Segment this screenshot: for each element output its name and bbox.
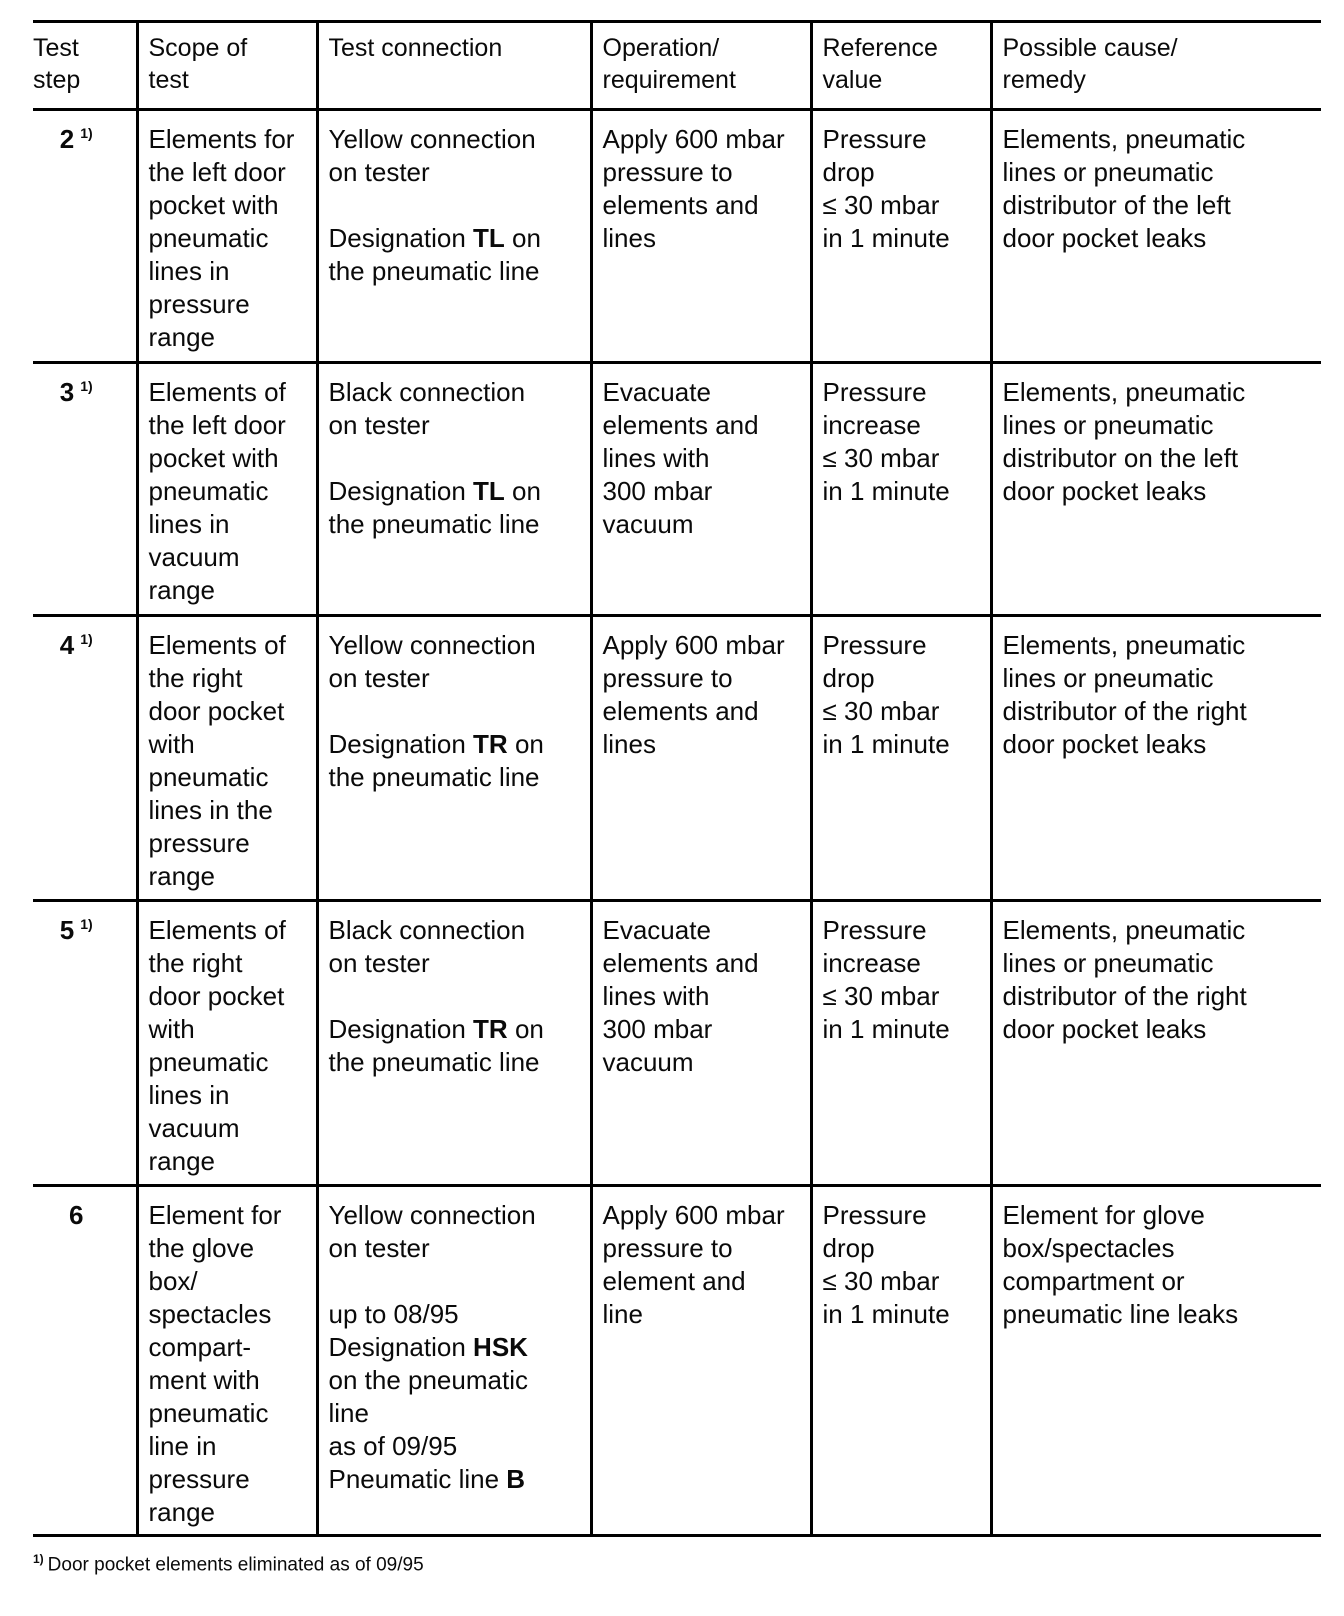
header-test-step: Test step	[33, 34, 81, 94]
table-row	[33, 110, 1321, 363]
line-designation: TL	[473, 476, 505, 506]
line-designation: B	[506, 1464, 526, 1494]
line-designation: TL	[473, 223, 505, 253]
reference-cell: Pressure increase ≤ 30 mbar in 1 minute	[811, 901, 991, 1186]
line-designation: TR	[473, 729, 508, 759]
connection-cell: Yellow connection on tester up to 08/95 Designation HSK on the pneumatic line as of 09/95 Pneumatic line B	[317, 1186, 591, 1536]
scope-cell: Elements for the left door pocket with pneumatic lines in pressure range	[137, 110, 317, 363]
test-procedure-document	[33, 20, 1321, 1577]
connection-cell: Yellow connection on tester Designation TR on the pneumatic line	[317, 616, 591, 901]
table-row	[33, 901, 1321, 1186]
operation-cell: Evacuate elements and lines with 300 mbar vacuum	[591, 363, 811, 616]
connection-cell: Black connection on tester Designation TL on the pneumatic line	[317, 363, 591, 616]
cause-cell: Elements, pneumatic lines or pneumatic distributor on the left door pocket leaks	[991, 363, 1321, 616]
operation-cell: Apply 600 mbar pressure to elements and lines	[591, 616, 811, 901]
line-designation: HSK	[473, 1332, 528, 1362]
reference-cell: Pressure drop ≤ 30 mbar in 1 minute	[811, 110, 991, 363]
header-scope-of-test: Scope of test	[137, 22, 317, 110]
table-row	[33, 363, 1321, 616]
reference-cell: Pressure drop ≤ 30 mbar in 1 minute	[811, 616, 991, 901]
footnote-text: Door pocket elements eliminated as of 09/95	[47, 1554, 424, 1576]
test-step-cell: 3 $^{1)}$	[59, 377, 93, 407]
footnote	[33, 1547, 1321, 1577]
table-row	[33, 616, 1321, 901]
footnote-ref: 1)	[80, 916, 93, 933]
connection-cell: Yellow connection on tester Designation TL on the pneumatic line	[317, 110, 591, 363]
header-operation-requirement: Operation/ requirement	[591, 22, 811, 110]
scope-cell: Elements of the left door pocket with pneumatic lines in vacuum range	[137, 363, 317, 616]
test-step-cell: 2 $^{1)}$	[59, 124, 93, 154]
test-step-cell: 6	[69, 1200, 84, 1230]
footnote-ref: 1)	[80, 631, 93, 648]
test-step-cell: 5 $^{1)}$	[59, 915, 93, 945]
cause-cell: Elements, pneumatic lines or pneumatic distributor of the left door pocket leaks	[991, 110, 1321, 363]
table-row	[33, 1186, 1321, 1536]
table-body	[33, 110, 1321, 1536]
connection-cell: Black connection on tester Designation TR on the pneumatic line	[317, 901, 591, 1186]
cause-cell: Elements, pneumatic lines or pneumatic distributor of the right door pocket leaks	[991, 901, 1321, 1186]
operation-cell: Apply 600 mbar pressure to elements and lines	[591, 110, 811, 363]
header-test-connection: Test connection	[317, 22, 591, 110]
scope-cell: Element for the glove box/ spectacles compart- ment with pneumatic line in pressure range	[137, 1186, 317, 1536]
footnote-marker: 1)	[33, 1552, 44, 1566]
operation-cell: Evacuate elements and lines with 300 mbar vacuum	[591, 901, 811, 1186]
line-designation: TR	[473, 1014, 508, 1044]
reference-cell: Pressure drop ≤ 30 mbar in 1 minute	[811, 1186, 991, 1536]
table-header	[33, 22, 1321, 110]
header-reference-value: Reference value	[811, 22, 991, 110]
cause-cell: Elements, pneumatic lines or pneumatic distributor of the right door pocket leaks	[991, 616, 1321, 901]
cause-cell: Element for glove box/spectacles compartment or pneumatic line leaks	[991, 1186, 1321, 1536]
header-possible-cause-remedy: Possible cause/ remedy	[991, 22, 1321, 110]
header-row	[33, 22, 1321, 110]
operation-cell: Apply 600 mbar pressure to element and line	[591, 1186, 811, 1536]
pneumatic-test-table	[33, 20, 1321, 1537]
scope-cell: Elements of the right door pocket with pneumatic lines in the pressure range	[137, 616, 317, 901]
footnote-ref: 1)	[80, 125, 93, 142]
test-step-cell: 4 $^{1)}$	[59, 630, 93, 660]
reference-cell: Pressure increase ≤ 30 mbar in 1 minute	[811, 363, 991, 616]
footnote-ref: 1)	[80, 378, 93, 395]
scope-cell: Elements of the right door pocket with pneumatic lines in vacuum range	[137, 901, 317, 1186]
